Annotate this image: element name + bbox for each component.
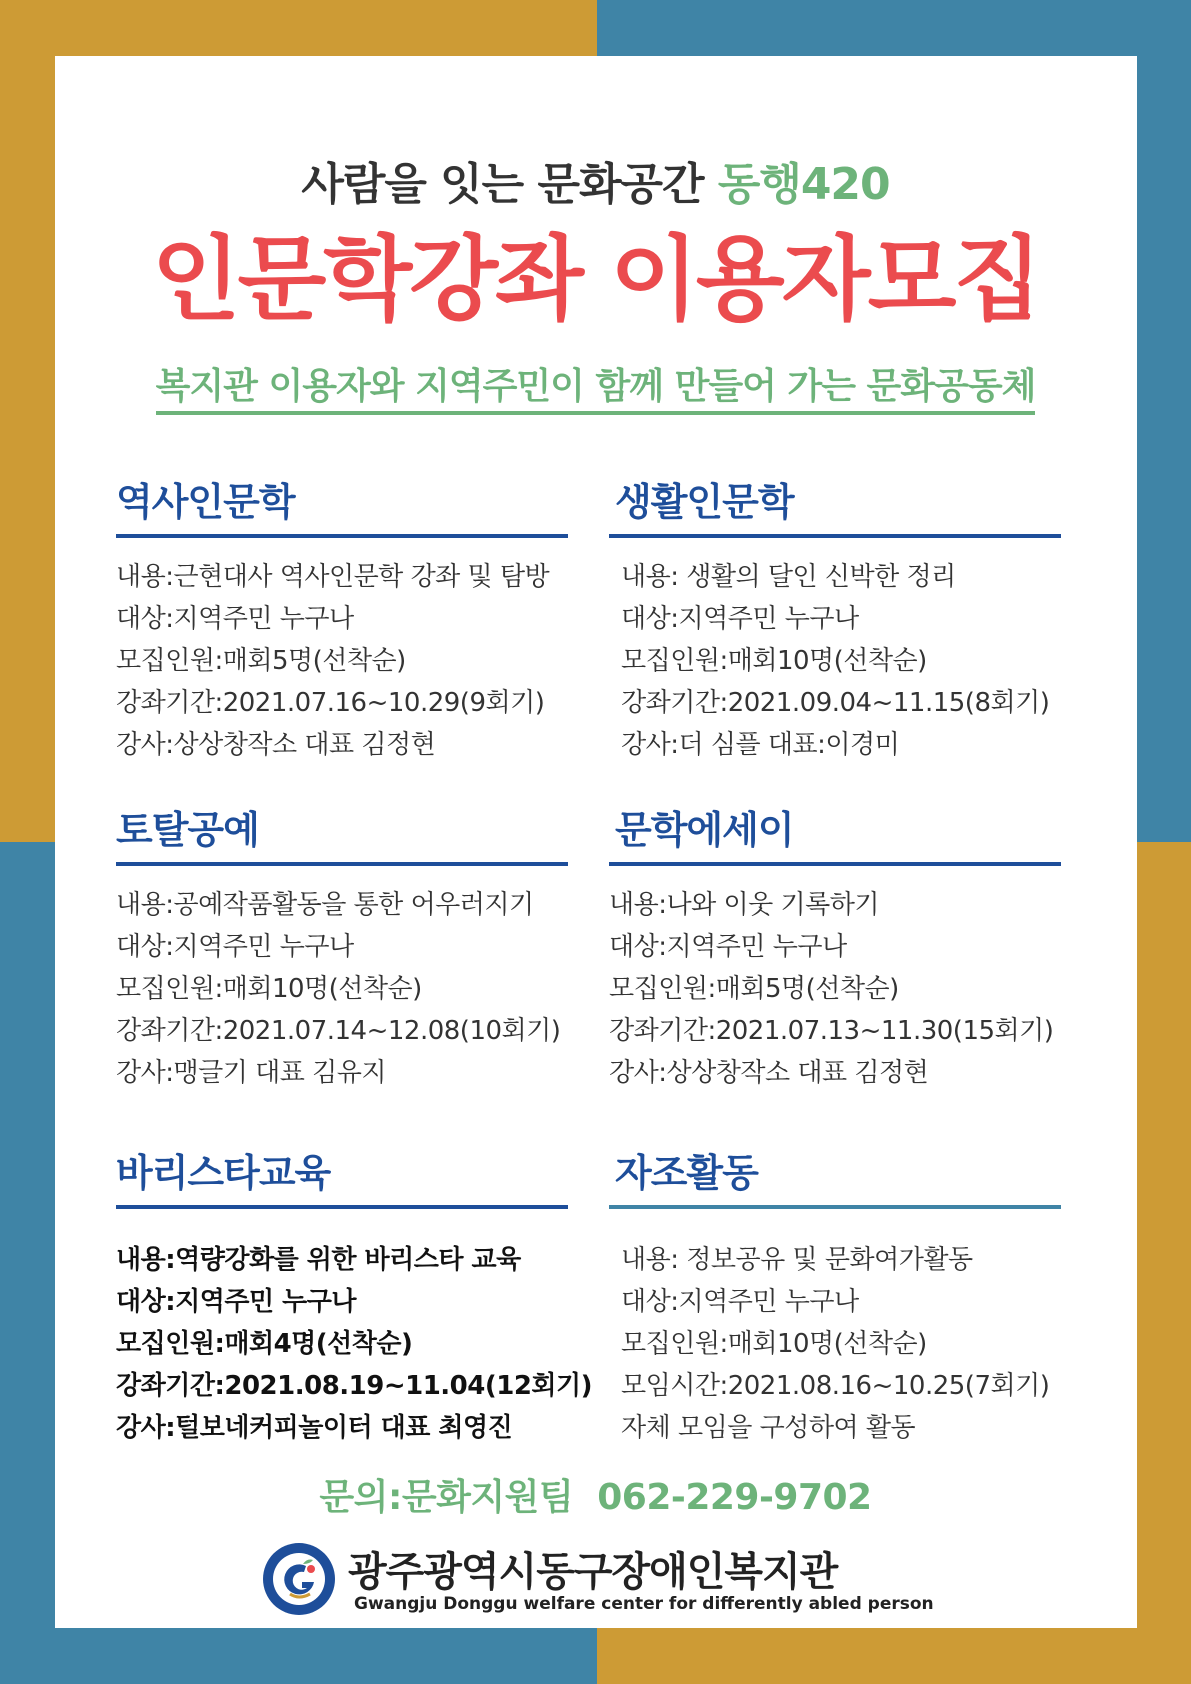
course-capacity: 모집인원:매회10명(선착순) — [116, 974, 422, 1004]
course-instructor: 강사:더 심플 대표:이경미 — [621, 730, 900, 760]
course-content: 내용: 생활의 달인 신박한 정리 — [621, 562, 956, 592]
course-details — [609, 884, 1069, 1094]
course-period: 강좌기간:2021.09.04~11.15(8회기) — [621, 688, 1050, 718]
poster-title: 인문학강좌 이용자모집 — [151, 226, 1040, 333]
course-target: 대상:지역주민 누구나 — [116, 1287, 356, 1317]
subtitle-text: 사람을 잇는 문화공간 — [301, 159, 704, 210]
course-instructor: 강사:상상창작소 대표 김정현 — [116, 730, 436, 760]
course-barista-education — [116, 1145, 593, 1449]
course-instructor: 강사:털보네커피놀이터 대표 최영진 — [116, 1413, 513, 1443]
course-period: 모임시간:2021.08.16~10.25(7회기) — [621, 1371, 1050, 1401]
subtitle-accent: 동행420 — [717, 159, 890, 210]
course-content: 내용:공예작품활동을 통한 어우러지기 — [116, 890, 534, 920]
course-period: 강좌기간:2021.07.14~12.08(10회기) — [116, 1016, 561, 1046]
course-divider — [116, 862, 568, 866]
course-details — [609, 1239, 1069, 1449]
course-life-humanities — [609, 474, 1069, 766]
course-title: 토탈공예 — [116, 808, 259, 852]
course-capacity: 모집인원:매회5명(선착순) — [609, 974, 899, 1004]
contact-phone: 062-229-9702 — [597, 1477, 872, 1518]
course-details — [116, 884, 576, 1094]
course-content: 내용: 정보공유 및 문화여가활동 — [621, 1245, 973, 1275]
course-divider — [609, 862, 1061, 866]
course-capacity: 모집인원:매회5명(선착순) — [116, 646, 406, 676]
course-content: 내용:근현대사 역사인문학 강좌 및 탐방 — [116, 562, 550, 592]
course-capacity: 모집인원:매회10명(선착순) — [621, 646, 927, 676]
course-title: 문학에세이 — [615, 808, 794, 852]
course-target: 대상:지역주민 누구나 — [621, 604, 859, 634]
course-divider — [116, 534, 568, 538]
course-total-crafts — [116, 802, 576, 1094]
course-target: 대상:지역주민 누구나 — [116, 932, 354, 962]
course-capacity: 모집인원:매회10명(선착순) — [621, 1329, 927, 1359]
course-history-humanities — [116, 474, 576, 766]
organization-name: 광주광역시동구장애인복지관 — [348, 1549, 838, 1595]
course-target: 대상:지역주민 누구나 — [609, 932, 847, 962]
contact-label: 문의:문화지원팀 — [319, 1477, 574, 1518]
course-title: 역사인문학 — [116, 480, 295, 524]
course-target: 대상:지역주민 누구나 — [621, 1287, 859, 1317]
course-title: 생활인문학 — [615, 480, 794, 524]
tagline-text: 복지관 이용자와 지역주민이 함께 만들어 가는 문화공동체 — [156, 366, 1036, 415]
organization-name-english: Gwangju Donggu welfare center for differently abled person — [354, 1594, 934, 1614]
course-title: 바리스타교육 — [116, 1151, 331, 1195]
course-self-help-activity — [609, 1145, 1069, 1449]
course-details — [116, 1239, 593, 1449]
course-instructor: 강사:상상창작소 대표 김정현 — [609, 1058, 929, 1088]
course-capacity: 모집인원:매회4명(선착순) — [116, 1329, 413, 1359]
welfare-center-logo-icon — [262, 1542, 336, 1616]
course-divider — [609, 1205, 1061, 1209]
course-note: 자체 모임을 구성하여 활동 — [621, 1413, 916, 1443]
course-content: 내용:역량강화를 위한 바리스타 교육 — [116, 1245, 521, 1275]
course-divider — [116, 1205, 568, 1209]
course-target: 대상:지역주민 누구나 — [116, 604, 354, 634]
course-literary-essay — [609, 802, 1069, 1094]
course-period: 강좌기간:2021.07.13~11.30(15회기) — [609, 1016, 1054, 1046]
course-period: 강좌기간:2021.08.19~11.04(12회기) — [116, 1371, 593, 1401]
contact-info — [0, 1469, 1191, 1520]
course-content: 내용:나와 이웃 기록하기 — [609, 890, 879, 920]
poster-subtitle — [0, 148, 1191, 212]
poster-tagline — [0, 358, 1191, 409]
course-period: 강좌기간:2021.07.16~10.29(9회기) — [116, 688, 545, 718]
course-divider — [609, 534, 1061, 538]
organization-footer — [262, 1540, 942, 1620]
course-instructor: 강사:맹글기 대표 김유지 — [116, 1058, 386, 1088]
course-details — [116, 556, 576, 766]
course-details — [609, 556, 1069, 766]
course-title: 자조활동 — [615, 1151, 758, 1195]
